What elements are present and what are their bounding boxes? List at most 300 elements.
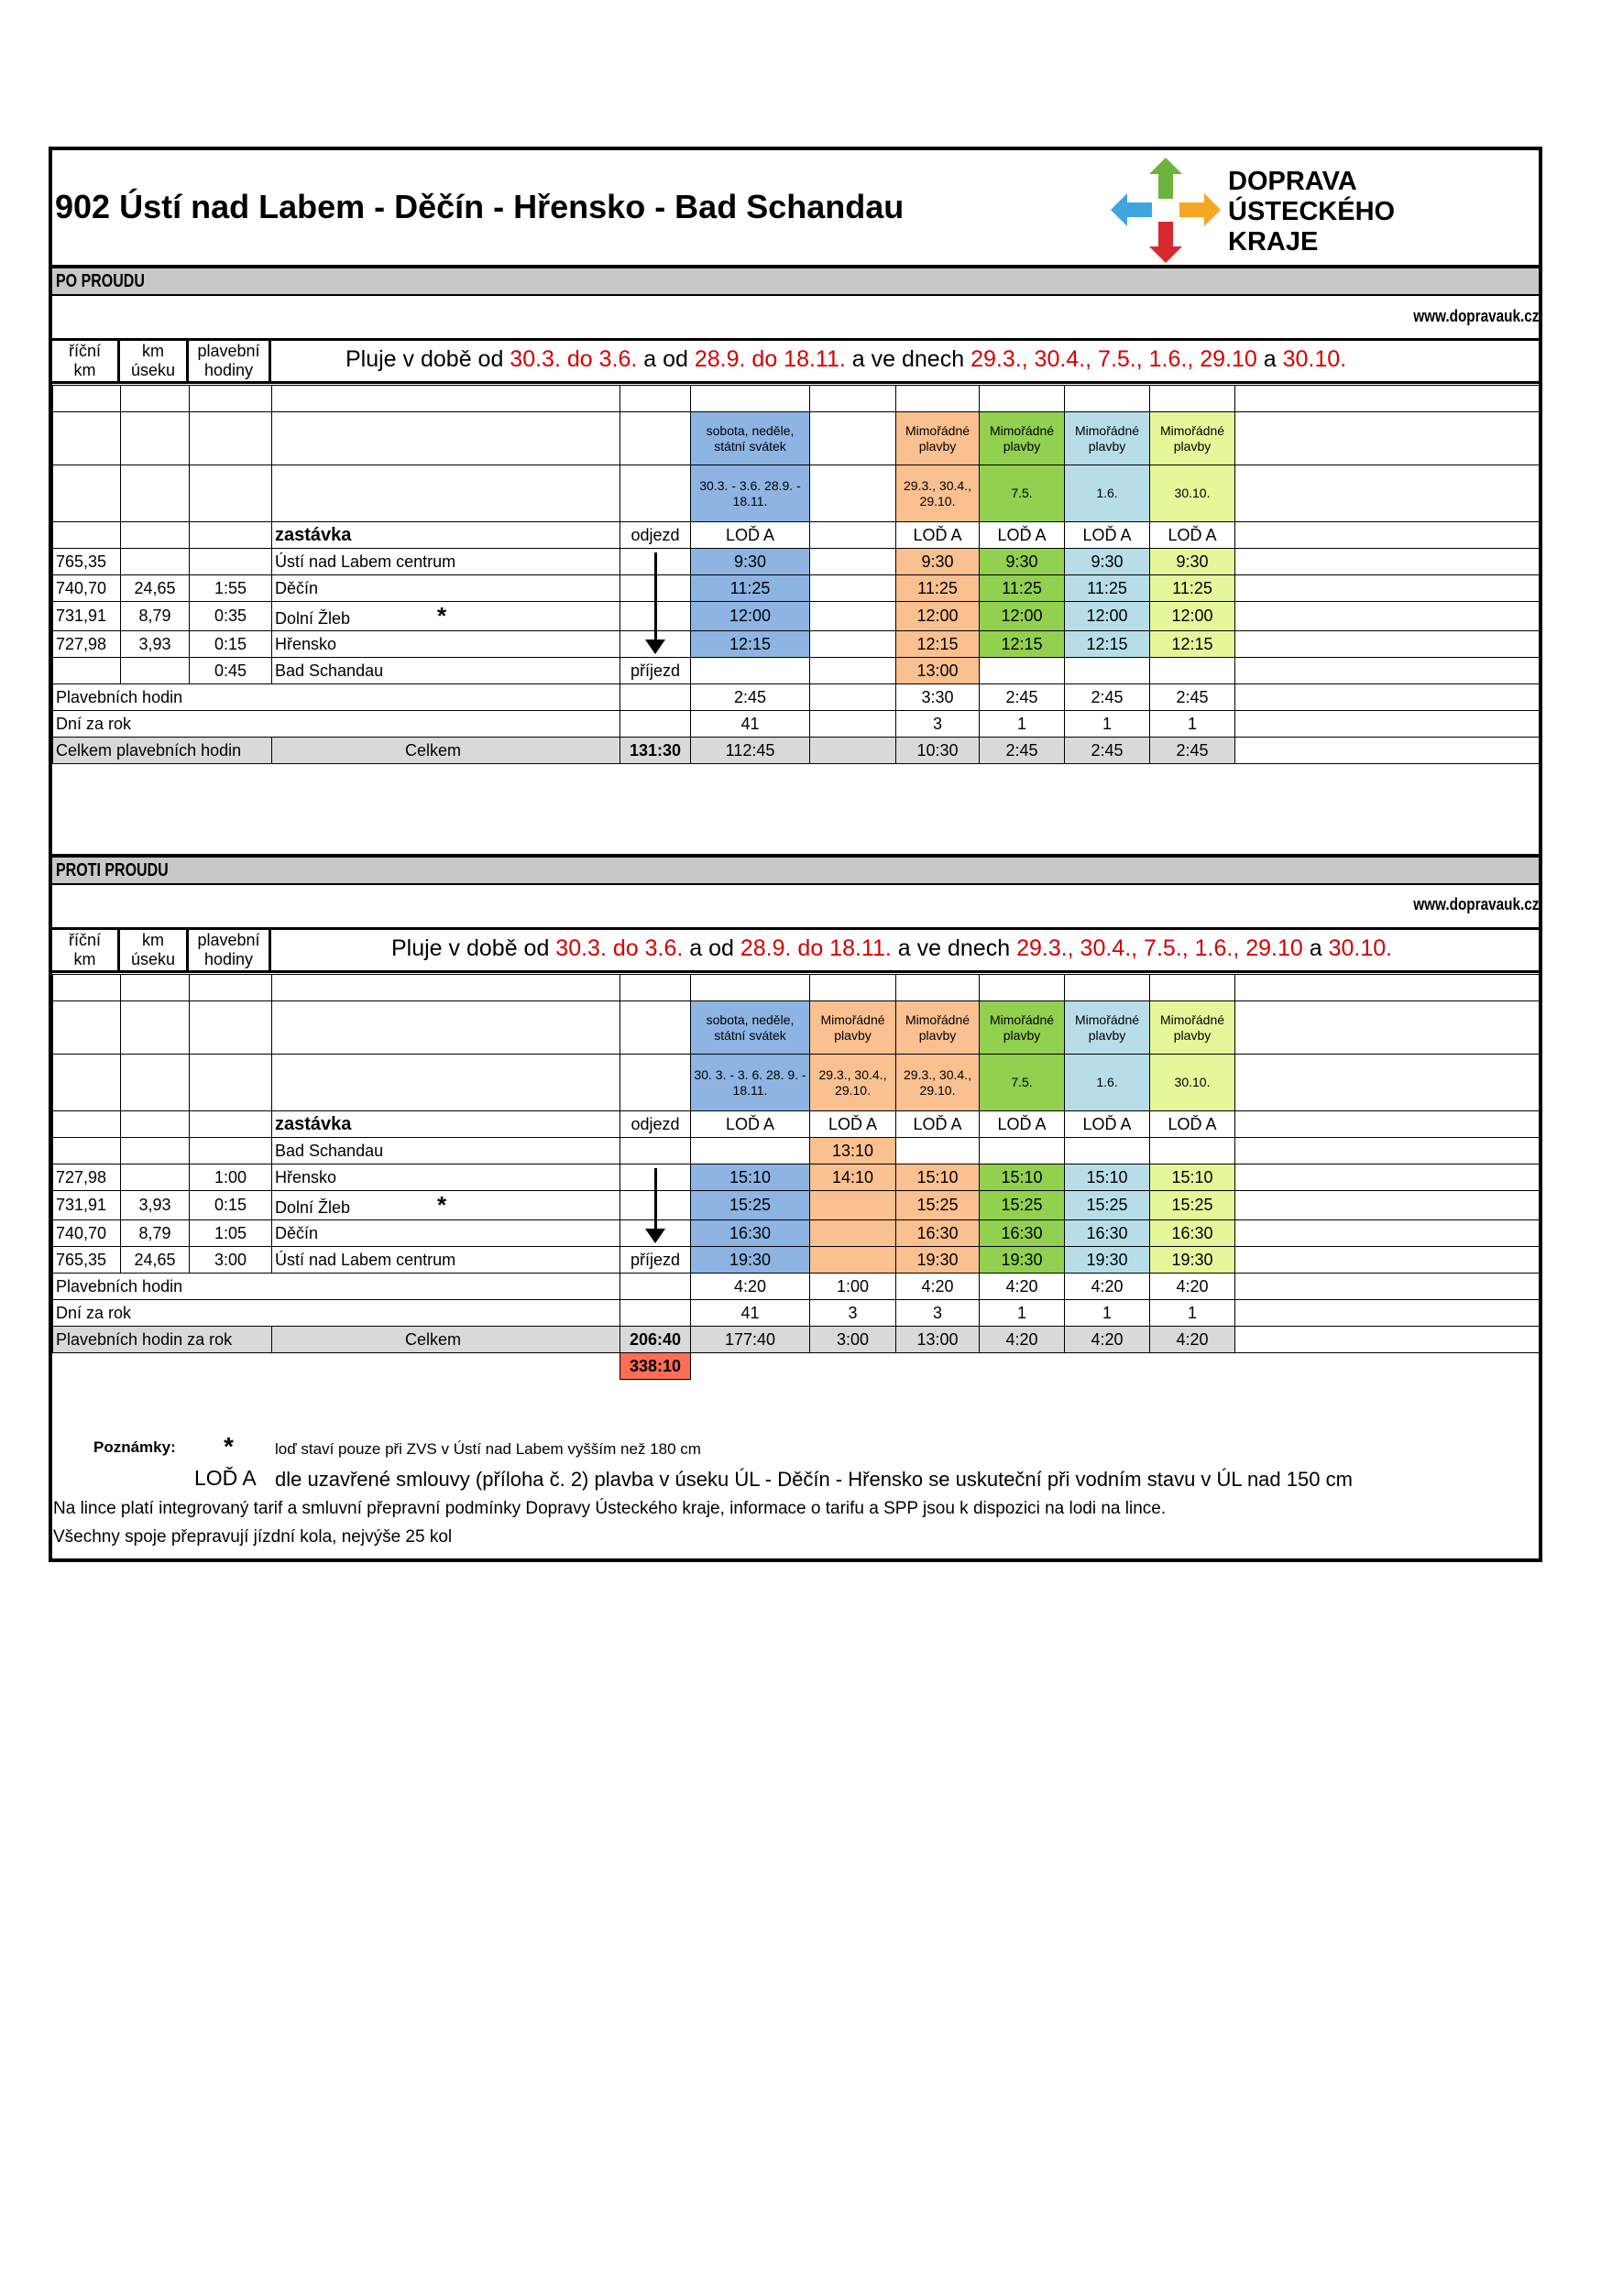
stop-row — [53, 631, 1540, 658]
days-value: 41 — [691, 711, 810, 738]
total-value: 131:30 — [620, 738, 691, 764]
departure-time — [810, 575, 896, 602]
departure-time: 12:15 — [1150, 631, 1235, 658]
departure-time — [810, 549, 896, 575]
departure-time: 16:30 — [980, 1220, 1065, 1247]
days-label: Dní za rok — [53, 1300, 620, 1327]
stop-row — [53, 1191, 1540, 1220]
departure-time: 9:30 — [980, 549, 1065, 575]
blank-cell — [1235, 1327, 1540, 1353]
stop-name: Děčín — [272, 1220, 620, 1247]
departure-time — [980, 1138, 1065, 1164]
departure-time: 14:10 — [810, 1164, 896, 1191]
stop-header: zastávka — [272, 1111, 620, 1138]
blank-cell — [121, 1055, 190, 1111]
departure-time: 19:30 — [1065, 1247, 1150, 1274]
days-value: 1 — [980, 711, 1065, 738]
days-value: 3 — [810, 1300, 896, 1327]
blank-cell — [620, 1300, 691, 1327]
days-value: 1 — [1150, 711, 1235, 738]
blank-cell — [980, 386, 1065, 412]
hours-value: 3:30 — [896, 684, 980, 711]
section-bar-upstream: PROTI PROUDU — [52, 854, 1539, 885]
blank-cell — [1150, 975, 1235, 1001]
blank-cell — [121, 522, 190, 549]
stop-row — [53, 1164, 1540, 1191]
hours-value: 2:45 — [1150, 684, 1235, 711]
blank-cell — [1235, 465, 1540, 522]
blank-cell — [1235, 1247, 1540, 1274]
blank-cell — [121, 1001, 190, 1055]
boat-label: LOĎ A — [896, 1111, 980, 1138]
departure-time: 9:30 — [896, 549, 980, 575]
departure-label: odjezd — [620, 522, 691, 549]
days-value: 3 — [896, 711, 980, 738]
blank-cell — [1150, 1353, 1235, 1380]
departure-time: 15:10 — [1150, 1164, 1235, 1191]
sailing-hours: 1:55 — [190, 575, 272, 602]
totals-label: Plavebních hodin za rok — [53, 1327, 272, 1353]
departure-time: 12:15 — [1065, 631, 1150, 658]
river-km — [53, 1138, 121, 1164]
total-per-service: 3:00 — [810, 1327, 896, 1353]
service-dates-row — [53, 465, 1540, 522]
total-value: 206:40 — [620, 1327, 691, 1353]
service-type: Mimořádné plavby — [980, 412, 1065, 465]
blank-cell — [896, 975, 980, 1001]
departure-time — [810, 631, 896, 658]
arrow-column: příjezd — [620, 1247, 691, 1274]
blank-cell — [272, 975, 620, 1001]
blank-cell — [1150, 386, 1235, 412]
days-row — [53, 711, 1540, 738]
blank-cell — [810, 975, 896, 1001]
stop-header-row — [53, 1111, 1540, 1138]
blank-cell — [272, 412, 620, 465]
hours-value: 4:20 — [691, 1274, 810, 1300]
stop-header-row — [53, 522, 1540, 549]
blank-cell — [1235, 658, 1540, 684]
blank-cell — [272, 465, 620, 522]
service-dates: 1.6. — [1065, 1055, 1150, 1111]
service-type: Mimořádné plavby — [1150, 1001, 1235, 1055]
service-dates: 29.3., 30.4., 29.10. — [810, 1055, 896, 1111]
days-value: 3 — [896, 1300, 980, 1327]
departure-time: 12:00 — [1065, 602, 1150, 631]
river-km — [53, 658, 121, 684]
blank-cell — [1235, 1055, 1540, 1111]
blank-cell — [1235, 575, 1540, 602]
blank-cell — [1235, 1164, 1540, 1191]
departure-time: 19:30 — [896, 1247, 980, 1274]
sailing-hours: 0:35 — [190, 602, 272, 631]
blank-cell — [190, 1111, 272, 1138]
spacer-row — [53, 975, 1540, 1001]
boat-label: LOĎ A — [980, 522, 1065, 549]
service-type-row — [53, 1001, 1540, 1055]
timetable-downstream — [52, 385, 1540, 764]
hours-value: 1:00 — [810, 1274, 896, 1300]
service-dates: 29.3., 30.4., 29.10. — [896, 1055, 980, 1111]
arrow-column: příjezd — [620, 658, 691, 684]
service-dates: 7.5. — [980, 465, 1065, 522]
blank-cell — [620, 465, 691, 522]
service-type: Mimořádné plavby — [1150, 412, 1235, 465]
column-header-downstream: říční km km úseku plavební hodiny Pluje v době od 30.3. do 3.6. a od 28.9. do 18.11. a ve dnech 29.3., 30.4., 7.5., 1.6., 29.10 a 30.10. — [52, 338, 1539, 384]
blank-cell — [620, 975, 691, 1001]
blank-cell — [53, 1001, 121, 1055]
down-arrow-icon — [654, 1168, 657, 1230]
blank-cell — [1235, 631, 1540, 658]
days-value: 41 — [691, 1300, 810, 1327]
departure-time: 11:25 — [691, 575, 810, 602]
blank-cell — [121, 975, 190, 1001]
stop-name: Děčín — [272, 575, 620, 602]
days-label: Dní za rok — [53, 711, 620, 738]
notes-label: Poznámky: — [93, 1438, 176, 1456]
departure-time — [810, 658, 896, 684]
stop-name: Ústí nad Labem centrum — [272, 1247, 620, 1274]
boat-label: LOĎ A — [691, 522, 810, 549]
boat-label: LOĎ A — [980, 1111, 1065, 1138]
hours-row — [53, 1274, 1540, 1300]
blank-cell — [896, 1353, 980, 1380]
departure-time: 11:25 — [1150, 575, 1235, 602]
hours-value: 4:20 — [896, 1274, 980, 1300]
segment-km — [121, 1138, 190, 1164]
stop-name: Dolní Žleb * — [272, 1191, 620, 1220]
total-per-service: 4:20 — [1150, 1327, 1235, 1353]
total-per-service: 13:00 — [896, 1327, 980, 1353]
service-type: sobota, neděle, státní svátek — [691, 412, 810, 465]
departure-time: 15:10 — [980, 1164, 1065, 1191]
stop-row — [53, 1220, 1540, 1247]
blank-cell — [1235, 386, 1540, 412]
departure-time — [810, 1191, 896, 1220]
totals-row — [53, 738, 1540, 764]
service-type: Mimořádné plavby — [896, 1001, 980, 1055]
departure-time — [896, 1138, 980, 1164]
blank-cell — [190, 1353, 272, 1380]
service-type: Mimořádné plavby — [1065, 412, 1150, 465]
service-dates: 30.10. — [1150, 465, 1235, 522]
boat-label — [810, 522, 896, 549]
departure-time — [1150, 1138, 1235, 1164]
service-dates — [810, 465, 896, 522]
departure-time: 9:30 — [1065, 549, 1150, 575]
blank-cell — [190, 465, 272, 522]
segment-km — [121, 658, 190, 684]
sailing-hours: 0:15 — [190, 631, 272, 658]
hours-value: 4:20 — [1065, 1274, 1150, 1300]
segment-km: 3,93 — [121, 1191, 190, 1220]
departure-time — [691, 1138, 810, 1164]
departure-time: 15:25 — [896, 1191, 980, 1220]
arrowhead-icon — [645, 640, 665, 654]
service-type-row — [53, 412, 1540, 465]
blank-cell — [691, 975, 810, 1001]
blank-cell — [121, 1353, 190, 1380]
blank-cell — [1235, 1274, 1540, 1300]
departure-time: 15:10 — [1065, 1164, 1150, 1191]
departure-time: 9:30 — [691, 549, 810, 575]
blank-cell — [53, 465, 121, 522]
boat-label: LOĎ A — [810, 1111, 896, 1138]
departure-time — [1065, 1138, 1150, 1164]
blank-cell — [1235, 975, 1540, 1001]
blank-cell — [620, 684, 691, 711]
boat-label: LOĎ A — [1065, 522, 1150, 549]
blank-cell — [620, 412, 691, 465]
blank-cell — [1235, 1138, 1540, 1164]
stop-name: Hřensko — [272, 631, 620, 658]
bike-note: Všechny spoje přepravují jízdní kola, nejvýše 25 kol — [53, 1527, 453, 1547]
blank-cell — [190, 386, 272, 412]
total-per-service: 2:45 — [980, 738, 1065, 764]
river-km: 727,98 — [53, 1164, 121, 1191]
arrow-column — [620, 1138, 691, 1164]
stop-row — [53, 1138, 1540, 1164]
sailing-hours — [190, 1138, 272, 1164]
stop-header: zastávka — [272, 522, 620, 549]
stop-row — [53, 602, 1540, 631]
service-dates: 7.5. — [980, 1055, 1065, 1111]
logo-text: DOPRAVA ÚSTECKÉHO KRAJE — [1228, 167, 1396, 257]
stop-row — [53, 658, 1540, 684]
blank-cell — [53, 1111, 121, 1138]
departure-time — [810, 1220, 896, 1247]
days-value: 1 — [1065, 1300, 1150, 1327]
blank-cell — [53, 975, 121, 1001]
departure-time: 15:25 — [1150, 1191, 1235, 1220]
segment-km: 8,79 — [121, 602, 190, 631]
river-km: 727,98 — [53, 631, 121, 658]
departure-time: 12:15 — [896, 631, 980, 658]
service-dates: 1.6. — [1065, 465, 1150, 522]
total-per-service: 177:40 — [691, 1327, 810, 1353]
blank-cell — [272, 1353, 620, 1380]
departure-time: 16:30 — [1150, 1220, 1235, 1247]
service-dates: 29.3., 30.4., 29.10. — [896, 465, 980, 522]
service-type — [810, 412, 896, 465]
departure-time — [691, 658, 810, 684]
service-type: Mimořádné plavby — [1065, 1001, 1150, 1055]
blank-cell — [691, 1353, 810, 1380]
departure-time: 12:00 — [980, 602, 1065, 631]
river-km: 765,35 — [53, 1247, 121, 1274]
stop-row — [53, 549, 1540, 575]
departure-time: 16:30 — [691, 1220, 810, 1247]
blank-cell — [53, 522, 121, 549]
blank-cell — [691, 386, 810, 412]
boat-label: LOĎ A — [691, 1111, 810, 1138]
blank-cell — [1235, 711, 1540, 738]
total-label: Celkem — [272, 1327, 620, 1353]
total-per-service: 4:20 — [980, 1327, 1065, 1353]
departure-time: 15:10 — [691, 1164, 810, 1191]
blank-cell — [190, 1055, 272, 1111]
departure-time: 12:15 — [980, 631, 1065, 658]
river-km: 740,70 — [53, 575, 121, 602]
service-period-2: Pluje v době od 30.3. do 3.6. a od 28.9. do 18.11. a ve dnech 29.3., 30.4., 7.5., 1.6., 29.10 a 30.10. — [391, 935, 1393, 961]
boat-label: LOĎ A — [1065, 1111, 1150, 1138]
stop-name: Hřensko — [272, 1164, 620, 1191]
blank-cell — [1235, 522, 1540, 549]
tariff-note: Na lince platí integrovaný tarif a smluvní přepravní podmínky Dopravy Ústeckého kraje, informace o tarifu a SPP jsou k dispozici na lodi na lince. — [53, 1499, 1167, 1518]
days-value: 1 — [980, 1300, 1065, 1327]
blank-cell — [620, 386, 691, 412]
total-label: Celkem — [272, 738, 620, 764]
blank-cell — [190, 975, 272, 1001]
departure-time: 19:30 — [980, 1247, 1065, 1274]
departure-time: 12:00 — [1150, 602, 1235, 631]
hours-value: 2:45 — [980, 684, 1065, 711]
service-dates: 30.10. — [1150, 1055, 1235, 1111]
star-symbol: * — [224, 1432, 234, 1460]
days-row — [53, 1300, 1540, 1327]
blank-cell — [121, 465, 190, 522]
hours-value: 4:20 — [980, 1274, 1065, 1300]
blank-cell — [1065, 386, 1150, 412]
departure-time: 11:25 — [1065, 575, 1150, 602]
blank-cell — [1235, 602, 1540, 631]
blank-cell — [121, 1111, 190, 1138]
blank-cell — [121, 386, 190, 412]
page-title: 902 Ústí nad Labem - Děčín - Hřensko - Bad Schandau — [55, 188, 905, 225]
service-type: Mimořádné plavby — [980, 1001, 1065, 1055]
departure-label: odjezd — [620, 1111, 691, 1138]
departure-time: 12:15 — [691, 631, 810, 658]
blank-cell — [620, 1274, 691, 1300]
blank-cell — [980, 1353, 1065, 1380]
departure-time: 9:30 — [1150, 549, 1235, 575]
stop-name: Bad Schandau — [272, 658, 620, 684]
blank-cell — [980, 975, 1065, 1001]
departure-time: 13:00 — [896, 658, 980, 684]
blank-cell — [272, 1001, 620, 1055]
boat-label: LOĎ A — [194, 1466, 257, 1490]
days-value — [810, 711, 896, 738]
departure-time — [1065, 658, 1150, 684]
days-value: 1 — [1065, 711, 1150, 738]
stop-name: Bad Schandau — [272, 1138, 620, 1164]
grand-total: 338:10 — [620, 1353, 691, 1380]
blank-cell — [810, 1353, 896, 1380]
arrowhead-icon — [645, 1229, 665, 1243]
departure-time: 12:00 — [691, 602, 810, 631]
star-marker: * — [437, 1191, 447, 1219]
blank-cell — [53, 386, 121, 412]
blank-cell — [1235, 412, 1540, 465]
star-note: loď staví pouze při ZVS v Ústí nad Labem vyšším než 180 cm — [275, 1440, 701, 1458]
hours-label: Plavebních hodin — [53, 684, 620, 711]
blank-cell — [1235, 684, 1540, 711]
blank-cell — [620, 1001, 691, 1055]
service-type: Mimořádné plavby — [896, 412, 980, 465]
blank-cell — [1235, 1191, 1540, 1220]
sailing-hours — [190, 549, 272, 575]
totals-label: Celkem plavebních hodin — [53, 738, 272, 764]
stop-name: Ústí nad Labem centrum — [272, 549, 620, 575]
segment-km: 24,65 — [121, 1247, 190, 1274]
blank-cell — [190, 522, 272, 549]
total-per-service: 2:45 — [1150, 738, 1235, 764]
total-per-service: 4:20 — [1065, 1327, 1150, 1353]
total-per-service: 112:45 — [691, 738, 810, 764]
sailing-hours: 0:45 — [190, 658, 272, 684]
hours-row — [53, 684, 1540, 711]
total-per-service — [810, 738, 896, 764]
departure-time: 16:30 — [1065, 1220, 1150, 1247]
departure-time — [810, 602, 896, 631]
blank-cell — [1235, 1220, 1540, 1247]
stop-row — [53, 1247, 1540, 1274]
total-per-service: 2:45 — [1065, 738, 1150, 764]
blank-cell — [1235, 549, 1540, 575]
spacer-row — [53, 386, 1540, 412]
blank-cell — [272, 386, 620, 412]
departure-time: 11:25 — [980, 575, 1065, 602]
departure-time: 13:10 — [810, 1138, 896, 1164]
hours-value: 2:45 — [691, 684, 810, 711]
segment-km — [121, 1164, 190, 1191]
service-dates: 30.3. - 3.6. 28.9. - 18.11. — [691, 465, 810, 522]
segment-km: 8,79 — [121, 1220, 190, 1247]
days-value: 1 — [1150, 1300, 1235, 1327]
boat-label: LOĎ A — [896, 522, 980, 549]
departure-time — [980, 658, 1065, 684]
segment-km: 3,93 — [121, 631, 190, 658]
website-link-2[interactable]: www.dopravauk.cz — [1412, 895, 1539, 913]
section-bar-downstream: PO PROUDU — [52, 265, 1539, 296]
departure-time — [1150, 658, 1235, 684]
grand-total-row — [53, 1353, 1540, 1380]
hours-value: 2:45 — [1065, 684, 1150, 711]
down-arrow-icon — [654, 552, 657, 641]
blank-cell — [53, 1055, 121, 1111]
sailing-hours: 1:00 — [190, 1164, 272, 1191]
service-period: Pluje v době od 30.3. do 3.6. a od 28.9. do 18.11. a ve dnech 29.3., 30.4., 7.5., 1.6., 29.10 a 30.10. — [345, 346, 1347, 372]
blank-cell — [1235, 1300, 1540, 1327]
departure-time: 19:30 — [1150, 1247, 1235, 1274]
blank-cell — [1235, 1111, 1540, 1138]
blank-cell — [1065, 975, 1150, 1001]
website-link[interactable]: www.dopravauk.cz — [1412, 307, 1539, 325]
blank-cell — [1235, 738, 1540, 764]
departure-time: 11:25 — [896, 575, 980, 602]
hours-label: Plavebních hodin — [53, 1274, 620, 1300]
blank-cell — [53, 1353, 121, 1380]
blank-cell — [121, 412, 190, 465]
service-type: Mimořádné plavby — [810, 1001, 896, 1055]
boat-label: LOĎ A — [1150, 1111, 1235, 1138]
departure-time: 15:10 — [896, 1164, 980, 1191]
service-dates-row — [53, 1055, 1540, 1111]
hours-value: 4:20 — [1150, 1274, 1235, 1300]
segment-km: 24,65 — [121, 575, 190, 602]
hours-value — [810, 684, 896, 711]
departure-time: 15:25 — [691, 1191, 810, 1220]
river-km: 731,91 — [53, 1191, 121, 1220]
departure-time: 19:30 — [691, 1247, 810, 1274]
timetable-upstream — [52, 974, 1540, 1380]
departure-time: 15:25 — [980, 1191, 1065, 1220]
sailing-hours: 3:00 — [190, 1247, 272, 1274]
stop-row — [53, 575, 1540, 602]
blank-cell — [190, 412, 272, 465]
departure-time: 16:30 — [896, 1220, 980, 1247]
blank-cell — [620, 711, 691, 738]
